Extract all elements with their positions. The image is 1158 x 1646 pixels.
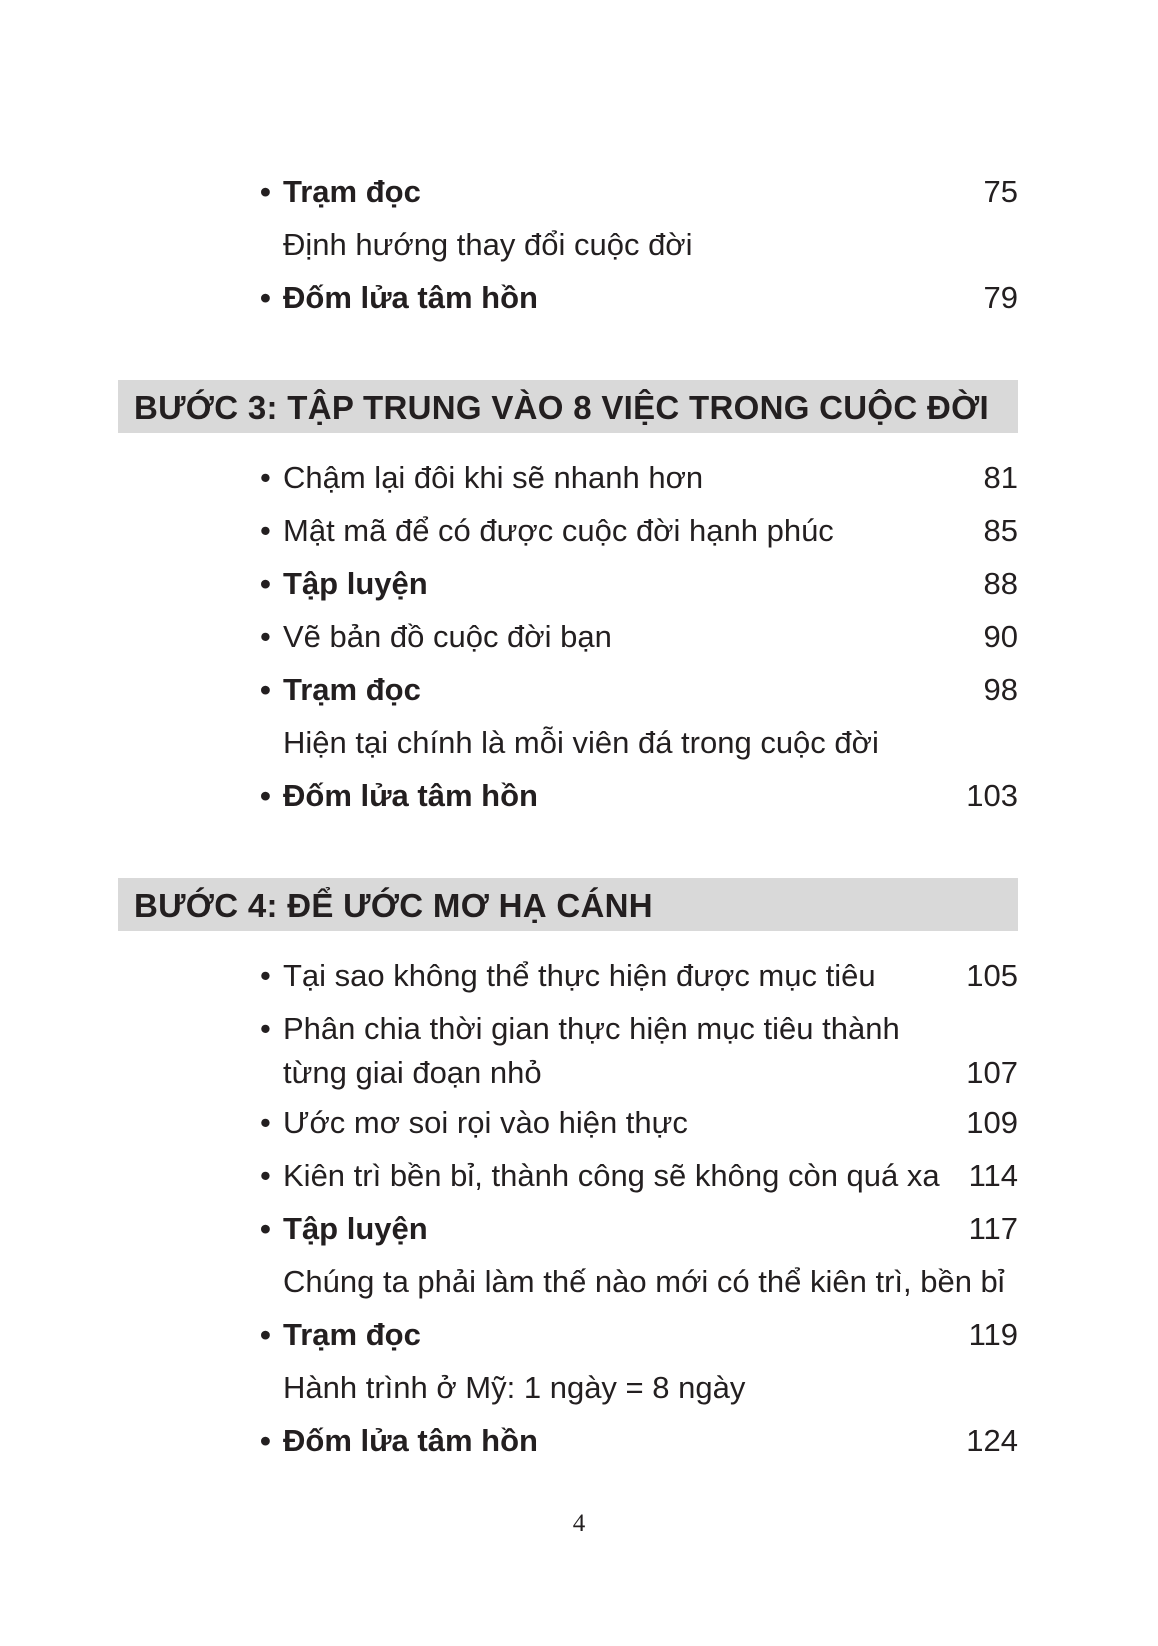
toc-page-number: 119	[968, 1317, 1018, 1352]
page-number-footer: 4	[572, 1510, 586, 1537]
toc-entry	[118, 1002, 1018, 1096]
toc-entry	[118, 557, 1018, 610]
section-heading-step-3: BƯỚC 3: TẬP TRUNG VÀO 8 VIỆC TRONG CUỘC ĐỜI	[118, 380, 1018, 433]
bullet-icon: •	[260, 1317, 271, 1352]
toc-page-number: 81	[983, 460, 1018, 495]
toc-entry-title: Tại sao không thể thực hiện được mục tiêu	[283, 958, 876, 993]
toc-entry-title: Đốm lửa tâm hồn	[283, 280, 538, 315]
bullet-icon: •	[260, 566, 271, 601]
bullet-icon: •	[260, 174, 271, 209]
toc-entry	[118, 1149, 1018, 1202]
toc-entry-title: Tập luyện	[283, 1211, 428, 1246]
toc-entry	[118, 1096, 1018, 1149]
toc-entry	[118, 1308, 1018, 1361]
toc-entry-title: Trạm đọc	[283, 174, 421, 209]
bullet-icon: •	[260, 460, 271, 495]
toc-entry-title: Vẽ bản đồ cuộc đời bạn	[283, 619, 612, 654]
toc-page-number: 109	[966, 1105, 1018, 1140]
toc-page-number: 75	[983, 174, 1018, 209]
toc-entry	[118, 769, 1018, 822]
toc-page-number: 107	[966, 1055, 1018, 1090]
toc-entry-title: Trạm đọc	[283, 1317, 421, 1352]
toc-entry-title: Mật mã để có được cuộc đời hạnh phúc	[283, 513, 834, 548]
toc-entry	[118, 271, 1018, 324]
table-of-contents	[118, 165, 1018, 1467]
toc-entry	[118, 1414, 1018, 1467]
toc-page-number: 114	[968, 1158, 1018, 1193]
toc-page-number: 79	[983, 280, 1018, 315]
toc-entry	[118, 451, 1018, 504]
bullet-icon: •	[260, 513, 271, 548]
bullet-icon: •	[260, 280, 271, 315]
toc-entry-title: Đốm lửa tâm hồn	[283, 778, 538, 813]
toc-page-number: 124	[966, 1423, 1018, 1458]
toc-page-number: 85	[983, 513, 1018, 548]
toc-entry-title: Trạm đọc	[283, 672, 421, 707]
toc-entry	[118, 504, 1018, 557]
toc-entry-title: Chậm lại đôi khi sẽ nhanh hơn	[283, 460, 704, 495]
toc-entry	[118, 610, 1018, 663]
bullet-icon: •	[260, 958, 271, 993]
toc-entry-title: Ước mơ soi rọi vào hiện thực	[283, 1105, 688, 1140]
bullet-icon: •	[260, 1011, 271, 1046]
bullet-icon: •	[260, 1105, 271, 1140]
toc-entry-subtitle: Chúng ta phải làm thế nào mới có thể kiên trì, bền bỉ	[283, 1264, 1005, 1299]
toc-entry-subtitle: Hiện tại chính là mỗi viên đá trong cuộc đời	[283, 725, 879, 760]
bullet-icon: •	[260, 1211, 271, 1246]
toc-entry-title: Tập luyện	[283, 566, 428, 601]
toc-entry-title: Kiên trì bền bỉ, thành công sẽ không còn quá xa	[283, 1158, 940, 1193]
toc-entry	[118, 949, 1018, 1002]
bullet-icon: •	[260, 1423, 271, 1458]
bullet-icon: •	[260, 672, 271, 707]
toc-entry	[118, 663, 1018, 716]
toc-entry	[118, 165, 1018, 218]
toc-page-number: 90	[983, 619, 1018, 654]
bullet-icon: •	[260, 778, 271, 813]
toc-entry-subtitle: Hành trình ở Mỹ: 1 ngày = 8 ngày	[283, 1370, 746, 1405]
toc-page-number: 88	[983, 566, 1018, 601]
section-heading-step-4: BƯỚC 4: ĐỂ ƯỚC MƠ HẠ CÁNH	[118, 878, 1018, 931]
toc-entry-title-line-2: từng giai đoạn nhỏ	[283, 1055, 542, 1090]
bullet-icon: •	[260, 1158, 271, 1193]
toc-entry-title: Đốm lửa tâm hồn	[283, 1423, 538, 1458]
toc-page-number: 105	[966, 958, 1018, 993]
toc-entry-title-line-1: Phân chia thời gian thực hiện mục tiêu thành	[283, 1011, 900, 1046]
toc-page-number: 98	[983, 672, 1018, 707]
bullet-icon: •	[260, 619, 271, 654]
toc-entry	[118, 1202, 1018, 1255]
toc-page-number: 117	[968, 1211, 1018, 1246]
toc-entry-subtitle: Định hướng thay đổi cuộc đời	[283, 227, 693, 262]
toc-page-number: 103	[966, 778, 1018, 813]
